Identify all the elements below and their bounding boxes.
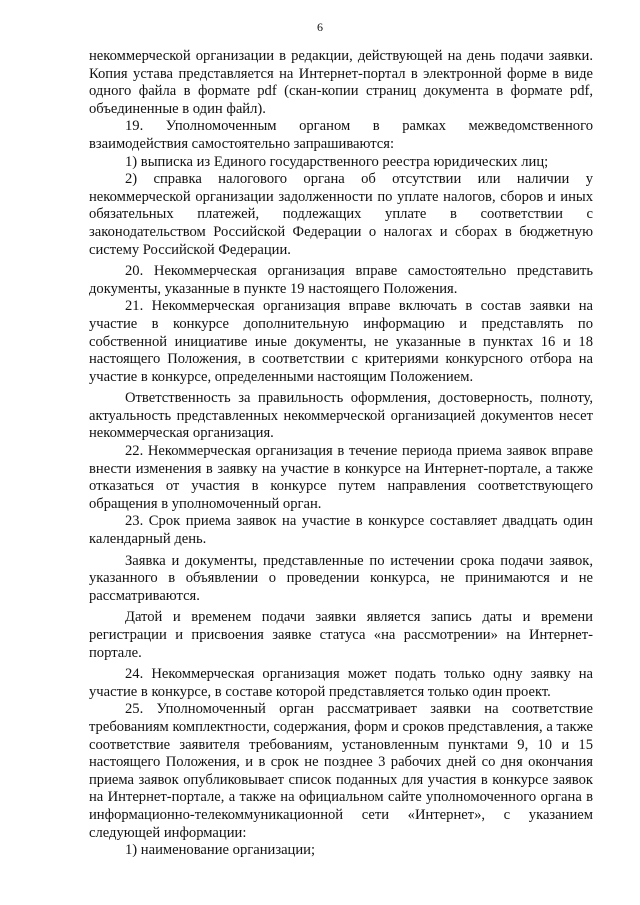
paragraph-21: 21. Некоммерческая организация вправе включать в состав заявки на участие в конкурсе дополнительную информацию и представлять по собственной инициативе иные документы, не указанные в пунктах 16 и 18 настоящего Положения, в соответствии с критериями конкурсного отбора на участие в конкурсе, определенными настоящим Положением. — [89, 298, 593, 385]
paragraph-20: 20. Некоммерческая организация вправе самостоятельно представить документы, указанные в пункте 19 настоящего Положения. — [89, 263, 593, 297]
page-number: 6 — [317, 20, 323, 34]
document-body — [89, 48, 593, 860]
paragraph-submission-date: Датой и временем подачи заявки является запись даты и времени регистрации и присвоения заявке статуса «на рассмотрении» на Интернет-портале. — [89, 609, 593, 661]
paragraph-late-applications: Заявка и документы, представленные по истечении срока подачи заявок, указанного в объявлении о проведении конкурса, не принимаются и не рассматриваются. — [89, 552, 593, 604]
paragraph-22: 22. Некоммерческая организация в течение периода приема заявок вправе внести изменения в заявку на участие в конкурсе на Интернет-портале, а также отказаться от участия в конкурсе путем направления соответствующего обращения в уполномоченный орган. — [89, 443, 593, 512]
paragraph-responsibility: Ответственность за правильность оформления, достоверность, полноту, актуальность представленных некоммерческой организацией документов несет некоммерческая организация. — [89, 390, 593, 442]
paragraph-24: 24. Некоммерческая организация может подать только одну заявку на участие в конкурсе, в составе которой представляется только один проект. — [89, 666, 593, 700]
paragraph-charter-copy: некоммерческой организации в редакции, действующей на день подачи заявки. Копия устава представляется на Интернет-портал в электронной форме в виде одного файла в формате pdf (скан-копии страниц документа в формате pdf, объединенные в один файл). — [89, 48, 593, 117]
paragraph-25-item-1: 1) наименование организации; — [125, 842, 316, 859]
paragraph-19: 19. Уполномоченным органом в рамках межведомственного взаимодействия самостоятельно запрашиваются: — [89, 118, 593, 152]
paragraph-23: 23. Срок приема заявок на участие в конкурсе составляет двадцать один календарный день. — [89, 513, 593, 548]
paragraph-25: 25. Уполномоченный орган рассматривает заявки на соответствие требованиям комплектности, содержания, форм и сроков представления, а также соответствие заявителя требованиям, установленным пунктами 9, 10 и 15 настоящего Положения, и в срок не позднее 3 рабочих дней со дня окончания приема заявок опубликовывает список поданных для участия в конкурсе заявок на Интернет-портале, а также на официальном сайте уполномоченного органа в информационно-телекоммуникационной сети «Интернет», с указанием следующей информации: — [89, 701, 593, 841]
paragraph-19-item-1: 1) выписка из Единого государственного реестра юридических лиц; — [125, 153, 549, 170]
paragraph-19-item-2: 2) справка налогового органа об отсутствии или наличии у некоммерческой организации задолженности по уплате налогов, сборов и иных обязательных платежей, подлежащих уплате в соответствии с законодательством Российской Федерации о налогах и сборах в бюджетную систему Российской Федерации. — [89, 171, 593, 258]
